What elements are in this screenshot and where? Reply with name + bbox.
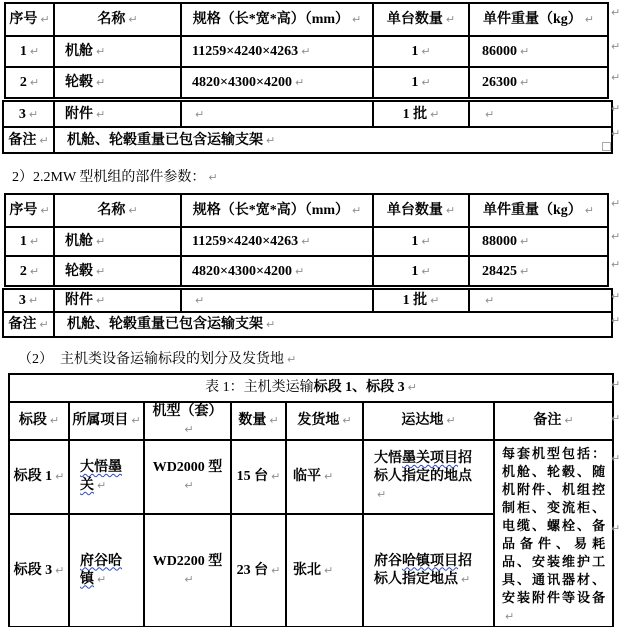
paragraph-mark-icon: ↵ [407,381,417,394]
header-spec [181,194,373,227]
cell-model [144,440,231,514]
cell-text: 4820×4300×4200 [192,75,292,90]
header-destination [363,402,494,440]
cell-text: 张北 [293,562,321,578]
paragraph-mark-icon: ↵ [96,76,106,89]
cell-model [144,514,231,627]
paragraph-mark-icon: ↵ [55,470,65,484]
paragraph-mark-icon: ↵ [520,45,530,58]
cell-text: 单台数量 [386,12,443,27]
paragraph-mark-icon: ↵ [324,563,334,577]
cell-text: 规格（长*宽*高）（mm） [192,12,350,27]
cell-text: 3 [18,293,26,308]
table-row [3,289,612,312]
table-row [5,194,608,227]
cell-name [54,256,181,286]
cell-text: 23 台 [236,562,269,578]
cell-text: 机舱 [65,234,93,249]
paragraph-mark-icon: ↵ [352,204,362,217]
paragraph-mark-icon: ↵ [301,235,311,248]
header-remark [494,402,613,440]
cell-text: 名称 [97,12,126,27]
cell-text: 每套机型包括：机舱、轮毂、随机附件、机组控制柜、变流柜、电缆、螺栓、备品备件、易耗品、安装维护工具、通讯器材、安装附件等设备 [502,446,606,605]
paragraph-mark-icon: ↵ [96,45,106,58]
cell-text: 11259×4240×4263 [192,44,299,59]
paragraph-mark-icon: ↵ [520,76,530,89]
paragraph-mark-icon: ↵ [301,45,311,58]
paragraph-mark-icon: ↵ [96,264,106,278]
paragraph-mark-icon: ↵ [584,13,594,26]
cell-text: 单台数量 [386,203,443,218]
paragraph-mark-icon: ↵ [611,378,621,391]
cell-text: 备注 [533,413,562,428]
cell-destination [363,514,494,627]
cell-spec [181,256,373,286]
cell-spec [181,67,373,98]
cell-text: 15 台 [236,469,269,485]
paragraph-mark-icon: ↵ [96,294,106,307]
paragraph-mark-icon: ↵ [294,76,305,89]
cell-section [9,440,69,514]
paragraph-mark-icon: ↵ [430,107,440,121]
table-title-bold-text: 标段 1、标段 3 [313,380,405,395]
paragraph-mark-icon: ↵ [97,479,107,493]
paragraph-mark-icon: ↵ [421,45,431,58]
header-weight [469,3,608,36]
paragraph-mark-icon: ↵ [40,13,50,26]
cell-spec [181,36,373,67]
table-title-text: 表 1：主机类运输 [205,380,314,395]
header-quantity [231,402,286,440]
cell-qty [373,36,469,67]
cell-origin [286,440,363,514]
cell-text: 1 [411,44,419,59]
paragraph-mark-icon: ↵ [29,45,40,58]
cell-serial [5,227,54,256]
cell-text: 轮毂 [65,263,93,279]
paragraph-mark-icon: ↵ [29,76,40,89]
paragraph-mark-icon: ↵ [611,314,621,327]
cell-serial [3,101,54,127]
paragraph-mark-icon: ↵ [611,102,621,115]
paragraph-mark-icon: ↵ [485,107,495,121]
cell-text: 规格（长*宽*高）（mm） [192,203,350,218]
paragraph-mark-icon: ↵ [96,235,106,248]
paragraph-mark-icon: ↵ [611,127,621,140]
cell-text: 招标人指定的地点 [374,451,472,485]
paragraph-mark-icon: ↵ [28,107,39,121]
cell-text: 1 [19,44,27,59]
cell-section [9,514,69,627]
paragraph-mark-icon: ↵ [611,452,621,465]
cell-text: 2 [19,263,27,279]
table-row [9,402,613,440]
paragraph-mark-icon: ↵ [446,414,456,427]
paragraph-text: （2） 主机类设备运输标段的划分及发货地 [18,352,284,367]
cell-origin [286,514,363,627]
cell-text: 26300 [482,75,517,90]
cell-qty [373,256,469,286]
cell-text: 1 [411,75,419,90]
cell-text: 3 [18,106,26,122]
paragraph-mark-icon: ↵ [39,318,49,331]
paragraph-mark-icon: ↵ [430,294,440,307]
header-project [69,402,144,440]
cell-text: 1 批 [402,293,428,308]
cell-project [69,440,144,514]
table-row [5,256,608,286]
cell-spec [181,227,373,256]
paragraph-mark-icon: ↵ [266,318,276,331]
header-spec [181,3,373,36]
cell-text: 所属项目 [72,413,129,428]
paragraph-mark-icon: ↵ [342,414,352,427]
paragraph-mark-icon: ↵ [29,264,40,278]
cell-name [54,101,181,127]
header-origin [286,402,363,440]
cell-text: 发货地 [297,413,340,428]
paragraph-mark-icon: ↵ [97,572,107,586]
cell-text: 88000 [482,234,517,249]
cell-text: 名称 [97,203,126,218]
table-row [5,3,608,36]
header-section [9,402,69,440]
header-serial [5,3,54,36]
cell-weight [469,101,612,127]
cell-name [54,227,181,256]
cell-text: WD2200 型 [152,553,223,569]
cell-remark [494,440,613,627]
cell-text: 标段 1 [13,469,53,485]
cell-text: 临平 [293,469,321,485]
paragraph-mark-icon: ↵ [208,171,218,184]
cell-name [54,36,181,67]
table-row [3,312,612,337]
cell-serial [5,67,54,98]
paragraph-mark-icon: ↵ [445,13,456,26]
paragraph-mark-icon: ↵ [611,40,621,53]
paragraph-mark-icon: ↵ [611,258,621,271]
cell-text: 序号 [9,203,38,218]
cell-text-squiggle: 哈镇项目 [402,553,458,569]
paragraph-mark-icon: ↵ [505,610,515,623]
header-qty [373,3,469,36]
section-heading-2-2mw [12,166,218,186]
cell-project [69,514,144,627]
paragraph-mark-icon: ↵ [184,572,194,586]
paragraph-mark-icon: ↵ [294,264,305,278]
paragraph-mark-icon: ↵ [611,6,621,19]
cell-weight [469,67,608,98]
table-row [5,36,608,67]
note-label-cell [3,312,54,337]
cell-text: 附件 [65,293,93,308]
paragraph-mark-icon: ↵ [445,204,456,217]
paragraph-mark-icon: ↵ [128,13,138,26]
paragraph-mark-icon: ↵ [611,197,621,210]
paragraph-mark-icon: ↵ [520,235,530,248]
cell-text: 机舱、轮毂重量已包含运输支架 [67,132,263,148]
cell-weight [469,256,608,286]
cell-text: 11259×4240×4263 [192,234,299,249]
cell-text: 备注 [8,132,37,148]
paragraph-mark-icon: ↵ [287,353,297,366]
paragraph-mark-icon: ↵ [611,522,621,535]
cell-text: 序号 [9,12,38,27]
table-title-cell [9,374,613,402]
note-cell [54,312,612,337]
note-label-cell [3,127,54,153]
parts-table-2 [4,193,609,287]
cell-weight [469,289,612,312]
paragraph-mark-icon: ↵ [461,572,471,586]
parts-table-1-extension [2,100,613,154]
cell-text: WD2000 型 [152,460,223,476]
cell-text: 招标人指定地点 [374,553,472,587]
table-row [3,127,612,153]
paragraph-mark-icon: ↵ [564,414,574,427]
cell-text: 1 [411,263,419,279]
cell-text: 机舱 [65,44,93,59]
paragraph-mark-icon: ↵ [485,294,495,307]
paragraph-mark-icon: ↵ [377,488,387,502]
cell-serial [5,36,54,67]
paragraph-mark-icon: ↵ [352,13,362,26]
cell-text: 1 批 [402,106,428,122]
header-model [144,402,231,440]
table-end-marker [602,142,611,151]
paragraph-mark-icon: ↵ [421,235,431,248]
cell-spec [181,101,373,127]
cell-text: 单件重量（kg） [482,203,582,218]
cell-qty [373,67,469,98]
table-row [9,440,613,514]
paragraph-mark-icon: ↵ [184,479,194,493]
paragraph-mark-icon: ↵ [271,470,281,484]
cell-name [54,289,181,312]
paragraph-mark-icon: ↵ [28,294,39,307]
paragraph-mark-icon: ↵ [611,230,621,243]
header-name [54,3,181,36]
cell-text: 附件 [65,106,93,122]
paragraph-mark-icon: ↵ [611,71,621,84]
cell-text: 标段 [18,413,47,428]
table-row [5,227,608,256]
paragraph-mark-icon: ↵ [584,204,594,217]
section-heading-transport [18,348,296,368]
paragraph-mark-icon: ↵ [29,235,40,248]
cell-text: 运达地 [401,413,444,428]
cell-weight [469,227,608,256]
cell-text: 单件重量（kg） [482,12,582,27]
cell-text: 1 [19,234,27,249]
cell-text: 4820×4300×4200 [192,263,292,279]
paragraph-mark-icon: ↵ [40,204,50,217]
paragraph-mark-icon: ↵ [49,414,60,427]
table-row [3,101,612,127]
cell-text: 标段 3 [13,562,53,578]
note-cell [54,127,612,153]
cell-text-squiggle: 墨关项目 [402,451,458,467]
paragraph-mark-icon: ↵ [195,294,205,307]
paragraph-mark-icon: ↵ [39,133,49,147]
cell-text: 大悟 [374,451,402,467]
parts-table-2-extension [2,288,613,338]
cell-text: 数量 [238,413,267,428]
header-serial [5,194,54,227]
paragraph-mark-icon: ↵ [611,290,621,303]
cell-qty [373,101,469,127]
cell-serial [3,289,54,312]
cell-text: 机型（套） [152,404,223,419]
table-row [9,374,613,402]
cell-qty [373,227,469,256]
shipping-sections-table [8,373,614,627]
paragraph-text: 2）2.2MW 型机组的部件参数： [12,170,206,185]
paragraph-mark-icon: ↵ [421,264,431,278]
cell-text: 府谷哈镇 [80,553,122,587]
cell-text: 备注 [8,317,37,332]
paragraph-mark-icon: ↵ [266,133,276,147]
paragraph-mark-icon: ↵ [421,76,431,89]
cell-text: 机舱、轮毂重量已包含运输支架 [67,317,263,332]
cell-text: 86000 [482,44,517,59]
cell-name [54,67,181,98]
table-row [5,67,608,98]
cell-quantity [231,440,286,514]
parts-table-1 [4,2,609,99]
cell-text: 2 [19,75,27,90]
paragraph-mark-icon: ↵ [324,470,334,484]
paragraph-mark-icon: ↵ [131,414,141,427]
paragraph-mark-icon: ↵ [195,107,205,121]
header-weight [469,194,608,227]
paragraph-mark-icon: ↵ [96,107,106,121]
cell-text: 大悟墨关 [80,460,122,494]
cell-destination [363,440,494,514]
paragraph-mark-icon: ↵ [269,414,279,427]
cell-serial [5,256,54,286]
paragraph-mark-icon: ↵ [520,264,530,278]
cell-text: 1 [411,234,419,249]
paragraph-mark-icon: ↵ [128,204,138,217]
cell-weight [469,36,608,67]
cell-text: 轮毂 [65,75,93,90]
paragraph-mark-icon: ↵ [184,423,194,436]
paragraph-mark-icon: ↵ [55,563,65,577]
header-name [54,194,181,227]
cell-quantity [231,514,286,627]
paragraph-mark-icon: ↵ [611,412,621,425]
cell-spec [181,289,373,312]
cell-text: 府谷 [374,553,402,569]
paragraph-mark-icon: ↵ [271,563,281,577]
cell-qty [373,289,469,312]
cell-text: 28425 [482,263,517,279]
header-qty [373,194,469,227]
